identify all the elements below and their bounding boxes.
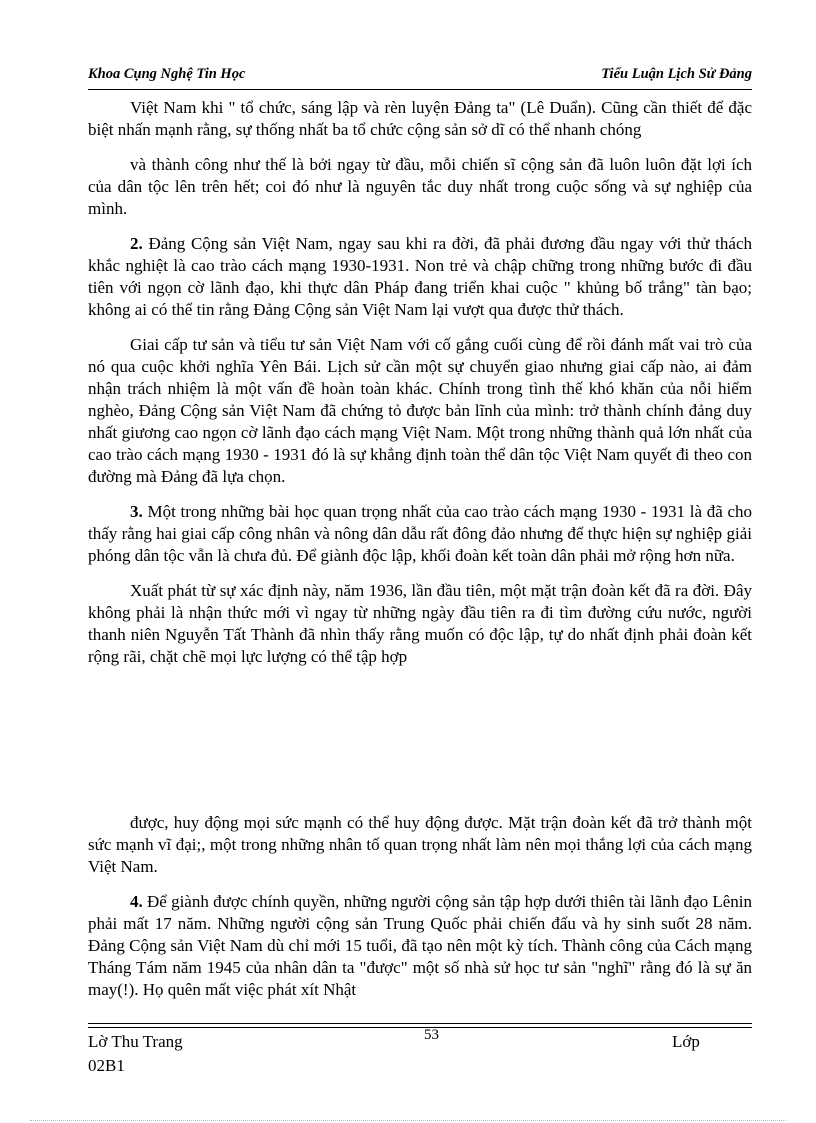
text-block-2 (88, 812, 752, 1014)
page-edge-dots (30, 1120, 786, 1121)
section-number: 4. (130, 892, 143, 911)
paragraph: và thành công như thế là bởi ngay từ đầu, mỗi chiến sĩ cộng sản đã luôn luôn đặt lợi ích của dân tộc lên trên hết; coi đó như là nguyên tắc duy nhất trong cuộc sống và sự nghiệp của mình. (88, 155, 752, 218)
section-number: 2. (130, 234, 143, 253)
paragraph: Việt Nam khi " tổ chức, sáng lập và rèn luyện Đảng ta" (Lê Duẩn). Cũng cần thiết để đặc biệt nhấn mạnh rằng, sự thống nhất ba tổ chức cộng sản sở dĩ có thể nhanh chóng (88, 98, 752, 139)
footer-author: Lờ Thu Trang (88, 1032, 183, 1051)
page-header (88, 66, 752, 88)
paragraph: Xuất phát từ sự xác định này, năm 1936, lần đầu tiên, một mặt trận đoàn kết đã ra đời. Đây không phải là nhận thức mới vì ngay từ những ngày đầu tiên ra đi tìm đường cứu nước, người thanh niên Nguyễn Tất Thành đã nhìn thấy rằng muốn có độc lập, tự do nhất định phải đoàn kết rộng rãi, chặt chẽ mọi lực lượng có thể tập hợp (88, 581, 752, 666)
paragraph: 4. Để giành được chính quyền, những người cộng sản tập hợp dưới thiên tài lãnh đạo Lênin phải mất 17 năm. Những người cộng sản Trung Quốc phải chiến đấu và hy sinh suốt 28 năm. Đảng Cộng sản Việt Nam dù chỉ mới 15 tuổi, đã tạo nên một kỳ tích. Thành công của Cách mạng Tháng Tám năm 1945 của nhân dân ta "được" một số nhà sử học tư sản "nghĩ" rằng đó là sự ăn may(!). Họ quên mất việc phát xít Nhật (88, 892, 752, 999)
paragraph: 3. Một trong những bài học quan trọng nhất của cao trào cách mạng 1930 - 1931 là đã cho thấy rằng hai giai cấp công nhân và nông dân dẫu rất đông đảo nhưng để thực hiện sự nghiệp giải phóng dân tộc vẫn là chưa đủ. Để giành độc lập, khối đoàn kết toàn dân phải mở rộng hơn nữa. (88, 502, 752, 565)
header-rule (88, 89, 752, 90)
paragraph: 2. Đảng Cộng sản Việt Nam, ngay sau khi ra đời, đã phải đương đầu ngay với thử thách khắc nghiệt là cao trào cách mạng 1930-1931. Non trẻ và chập chững trong những bước đi đầu tiên với ngọn cờ lãnh đạo, khi thực dân Pháp đang triển khai cuộc " khủng bố trắng" tàn bạo; không ai có thể tin rằng Đảng Cộng sản Việt Nam lại vượt qua được thử thách. (88, 234, 752, 319)
footer-class-value: 02B1 (88, 1056, 125, 1075)
footer-rule-bottom (88, 1027, 752, 1028)
footer-class-label: Lớp (672, 1032, 700, 1051)
header-title: Tiểu Luận Lịch Sử Đảng (601, 66, 752, 82)
section-number: 3. (130, 502, 143, 521)
page-number: 53 (424, 1027, 439, 1043)
text-block-1 (88, 97, 752, 681)
paragraph: được, huy động mọi sức mạnh có thể huy động được. Mặt trận đoàn kết đã trở thành một sức mạnh vĩ đại;, một trong những nhân tố quan trọng nhất làm nên mọi thắng lợi của cách mạng Việt Nam. (88, 813, 752, 876)
header-faculty: Khoa Cụng Nghệ Tin Học (88, 66, 246, 82)
paragraph: Giai cấp tư sản và tiểu tư sản Việt Nam với cố gắng cuối cùng để rồi đánh mất vai trò của nó qua cuộc khởi nghĩa Yên Bái. Lịch sử cần một sự chuyển giao nhưng giai cấp nào, ai đảm nhận trách nhiệm là một vấn đề hoàn toàn khác. Chính trong tình thế khó khăn của nỗi hiểm nghèo, Đảng Cộng sản Việt Nam đã chứng tỏ được bản lĩnh của mình: trở thành chính đảng duy nhất giương cao ngọn cờ lãnh đạo cách mạng Việt Nam. Một trong những thành quả lớn nhất của cao trào cách mạng 1930 - 1931 đó là sự khẳng định toàn thể dân tộc Việt Nam quyết đi theo con đường mà Đảng đã lựa chọn. (88, 335, 752, 486)
footer-rule-top (88, 1023, 752, 1024)
